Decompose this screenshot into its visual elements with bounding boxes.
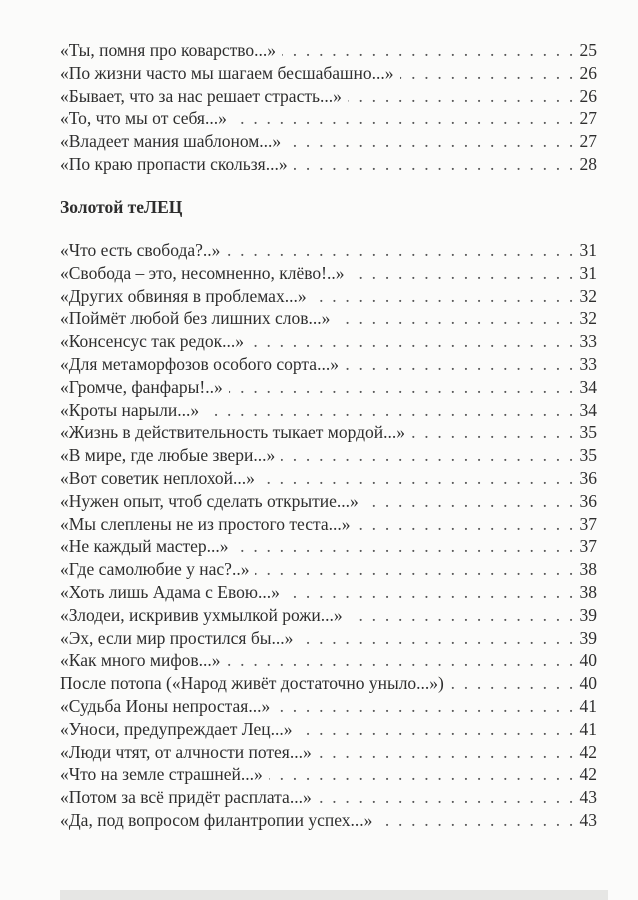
entry-page-number: 33 [579, 353, 597, 374]
dot-leader [365, 490, 576, 513]
section-heading: Золотой теЛЕЦ [60, 197, 183, 217]
entry-title: «Кроты нарыли...» [60, 399, 200, 420]
dot-leader [348, 85, 576, 108]
toc-entry [60, 695, 597, 718]
dot-leader [287, 130, 575, 153]
entry-title: «Консенсус так редок...» [60, 331, 245, 352]
toc-entry [60, 581, 597, 604]
entry-title: «Хоть лишь Адама с Евою...» [60, 581, 280, 602]
entry-title: «Жизнь в действительность тыкает мордой...» [60, 422, 406, 443]
toc-entry [60, 558, 597, 581]
entry-page-number: 34 [579, 399, 597, 420]
entry-title: «Где самолюбие у нас?..» [60, 559, 250, 580]
entry-page-number: 33 [579, 331, 597, 352]
entry-title: «По жизни часто мы шагаем бесшабашно...» [60, 62, 394, 83]
toc-entry [60, 239, 597, 262]
entry-title: «Что есть свобода?..» [60, 240, 221, 260]
entry-title: «Нужен опыт, чтоб сделать открытие...» [60, 490, 359, 511]
entry-page-number: 42 [579, 741, 597, 762]
dot-leader [226, 239, 575, 262]
dot-leader [286, 581, 576, 604]
entry-page-number: 28 [579, 153, 597, 174]
dot-leader [318, 741, 576, 764]
entry-page-number: 35 [579, 422, 597, 443]
entry-page-number: 27 [579, 131, 597, 152]
toc-entry [60, 467, 597, 490]
dot-leader [349, 604, 576, 627]
entry-page-number: 25 [579, 40, 597, 60]
toc-entry [60, 535, 597, 558]
entry-page-number: 32 [579, 308, 597, 329]
entry-title: «Громче, фанфары!..» [60, 376, 223, 397]
entry-page-number: 43 [579, 809, 597, 830]
toc-entry [60, 604, 597, 627]
dot-leader [261, 467, 576, 490]
toc-group-2 [60, 239, 597, 832]
entry-page-number: 26 [579, 85, 597, 106]
entry-page-number: 37 [579, 513, 597, 534]
entry-title: «По краю пропасти скользя...» [60, 153, 288, 174]
toc-entry [60, 107, 597, 130]
entry-title: «Злодеи, искривив ухмылкой рожи...» [60, 604, 343, 625]
toc-entry [60, 809, 597, 832]
entry-title: «Владеет мания шаблоном...» [60, 131, 282, 152]
dot-leader [276, 695, 575, 718]
entry-page-number: 39 [579, 604, 597, 625]
entry-title: «Поймёт любой без лишних слов...» [60, 308, 331, 329]
entry-page-number: 38 [579, 559, 597, 580]
dot-leader [400, 62, 576, 85]
entry-page-number: 39 [579, 627, 597, 648]
dot-leader [255, 558, 575, 581]
entry-title: «Ты, помня про коварство...» [60, 40, 277, 60]
dot-leader [281, 444, 575, 467]
toc-entry [60, 39, 597, 62]
entry-page-number: 38 [579, 581, 597, 602]
entry-page-number: 26 [579, 62, 597, 83]
toc-group-1 [60, 39, 597, 176]
entry-title: «Эх, если мир простился бы...» [60, 627, 294, 648]
dot-leader [299, 718, 576, 741]
toc-entry [60, 285, 597, 308]
entry-title: «Да, под вопросом филантропии успех...» [60, 809, 373, 830]
toc-entry [60, 330, 597, 353]
entry-title: «Потом за всё придёт расплата...» [60, 787, 312, 808]
entry-page-number: 27 [579, 108, 597, 129]
toc-entry [60, 763, 597, 786]
dot-leader [294, 153, 576, 176]
dot-leader [282, 39, 575, 62]
dot-leader [299, 627, 575, 650]
entry-title: «Свобода – это, несомненно, клёво!..» [60, 262, 345, 283]
entry-page-number: 36 [579, 490, 597, 511]
page-edge-shadow [60, 890, 608, 900]
dot-leader [250, 330, 575, 353]
entry-title: «То, что мы от себя...» [60, 108, 227, 129]
entry-page-number: 35 [579, 445, 597, 466]
toc-entry [60, 490, 597, 513]
toc-entry [60, 376, 597, 399]
toc-entry [60, 718, 597, 741]
dot-leader [356, 513, 575, 536]
entry-page-number: 41 [579, 718, 597, 739]
dot-leader [318, 786, 576, 809]
entry-title: «В мире, где любые звери...» [60, 445, 276, 466]
entry-page-number: 41 [579, 695, 597, 716]
entry-page-number: 40 [579, 650, 597, 671]
entry-title: «Других обвиняя в проблемах...» [60, 285, 307, 306]
toc-entry [60, 444, 597, 467]
entry-title: «Судьба Ионы непростая...» [60, 695, 271, 716]
toc-entry [60, 672, 597, 695]
dot-leader [411, 421, 575, 444]
entry-title: «Мы слеплены не из простого теста...» [60, 513, 351, 534]
toc-entry [60, 153, 597, 176]
dot-leader [345, 353, 576, 376]
entry-title: «Как много мифов...» [60, 650, 221, 671]
entry-title: «Бывает, что за нас решает страсть...» [60, 85, 342, 106]
entry-page-number: 42 [579, 764, 597, 785]
entry-page-number: 37 [579, 536, 597, 557]
toc-entry [60, 786, 597, 809]
toc-entry [60, 353, 597, 376]
entry-page-number: 31 [579, 262, 597, 283]
entry-title: «Уноси, предупреждает Лец...» [60, 718, 293, 739]
dot-leader [313, 285, 576, 308]
dot-leader [233, 107, 576, 130]
entry-page-number: 31 [579, 240, 597, 260]
dot-leader [336, 307, 575, 330]
toc-entry [60, 741, 597, 764]
entry-page-number: 32 [579, 285, 597, 306]
dot-leader [227, 649, 576, 672]
dot-leader [350, 262, 575, 285]
entry-title: После потопа («Народ живёт достаточно уныло...») [60, 673, 444, 694]
entry-title: «Люди чтят, от алчности потея...» [60, 741, 312, 762]
entry-page-number: 36 [579, 467, 597, 488]
dot-leader [450, 672, 576, 695]
entry-title: «Вот советик неплохой...» [60, 467, 255, 488]
toc-entry [60, 649, 597, 672]
dot-leader [205, 399, 575, 422]
toc-entry [60, 627, 597, 650]
toc-entry [60, 399, 597, 422]
toc-entry [60, 513, 597, 536]
toc-entry [60, 421, 597, 444]
entry-page-number: 40 [579, 673, 597, 694]
entry-title: «Что на земле страшней...» [60, 764, 263, 785]
dot-leader [235, 535, 576, 558]
dot-leader [229, 376, 576, 399]
toc-entry [60, 262, 597, 285]
entry-page-number: 43 [579, 787, 597, 808]
dot-leader [269, 763, 576, 786]
entry-title: «Не каждый мастер...» [60, 536, 229, 557]
entry-page-number: 34 [579, 376, 597, 397]
entry-title: «Для метаморфозов особого сорта...» [60, 353, 339, 374]
toc-entry [60, 130, 597, 153]
toc-entry [60, 85, 597, 108]
toc-entry [60, 307, 597, 330]
dot-leader [378, 809, 575, 832]
toc-entry [60, 62, 597, 85]
